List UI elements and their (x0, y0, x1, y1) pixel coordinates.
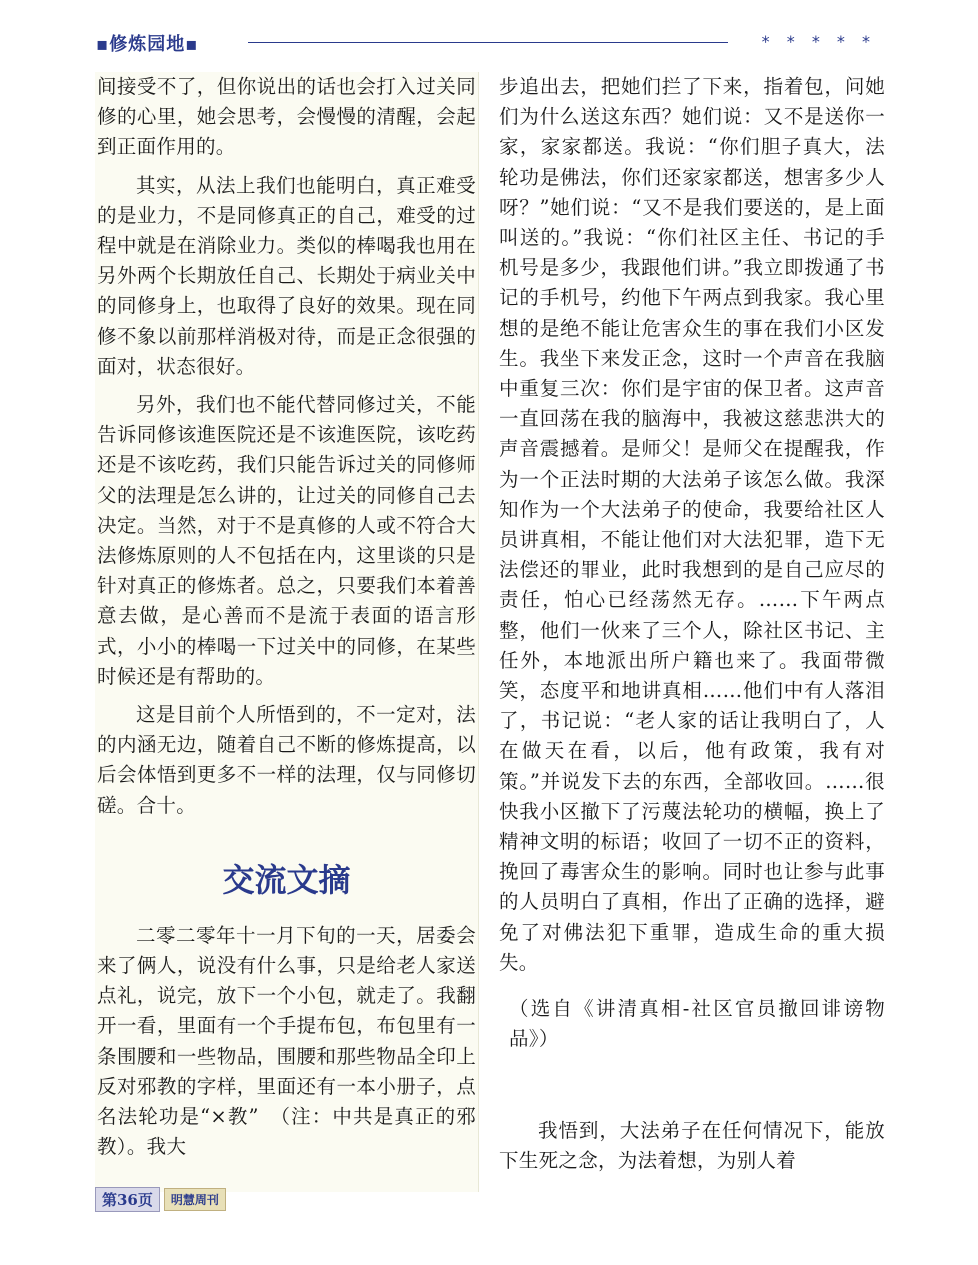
right-column (499, 72, 885, 1202)
header-divider (248, 42, 728, 43)
paragraph: 间接受不了，但你说出的话也会打入过关同修的心里，她会思考，会慢慢的清醒，会起到正面作用的。 (97, 75, 476, 159)
paragraph: 我悟到，大法弟子在任何情况下，能放下生死之念，为法着想，为别人着 (499, 1119, 885, 1173)
paragraph: 二零二零年十一月下旬的一天，居委会来了俩人，说没有什么事，只是给老人家送点礼，说完，放下一个小包，就走了。我翻开一看，里面有一个手提布包，布包里有一条围腰和一些物品，围腰和那些物品全印上反对邪教的字样，里面还有一本小册子，点名法轮功是“×教” （注：中共是真正的邪教）。我大 (97, 923, 476, 1159)
section-title: 交流文摘 (222, 860, 351, 899)
section-tag: ▪修炼园地▪ (96, 34, 199, 55)
source-citation: （选自《讲清真相-社区官员撤回诽谤物品》） (509, 997, 885, 1051)
page-number: 第36页 (95, 1187, 160, 1212)
header-stars: * * * * * (761, 32, 876, 51)
paragraph: 另外，我们也不能代替同修过关，不能告诉同修该進医院还是不该進医院，该吃药还是不该吃药，我们只能告诉过关的同修师父的法理是怎么讲的，让过关的同修自己去决定。当然，对于不是真修的人或不符合大法修炼原则的人不包括在内，这里谈的只是针对真正的修炼者。总之，只要我们本着善意去做，是心善而不是流于表面的语言形式，小小的棒喝一下过关中的同修，在某些时候还是有帮助的。 (97, 393, 476, 688)
page-footer (95, 1188, 226, 1210)
page-header (96, 30, 886, 56)
publication-name: 明慧周刊 (164, 1188, 226, 1211)
paragraph: 其实，从法上我们也能明白，真正难受的是业力，不是同修真正的自己，难受的过程中就是在消除业力。类似的棒喝我也用在另外两个长期放任自己、长期处于病业关中的同修身上，也取得了良好的效果。现在同修不象以前那样消极对待，而是正念很强的面对，状态很好。 (97, 173, 476, 378)
paragraph: 步追出去，把她们拦了下来，指着包，问她们为什么送这东西？她们说：又不是送你一家，家家都送。我说：“你们胆子真大，法轮功是佛法，你们还家家都送，想害多少人呀？”她们说：“又不是我们要送的，是上面叫送的。”我说：“你们社区主任、书记的手机号是多少，我跟他们讲。”我立即拨通了书记的手机号，约他下午两点到我家。我心里想的是绝不能让危害众生的事在我们小区发生。我坐下来发正念，这时一个声音在我脑中重复三次：你们是宇宙的保卫者。这声音一直回荡在我的脑海中，我被这慈悲洪大的声音震撼着。是师父！是师父在提醒我，作为一个正法时期的大法弟子该怎么做。我深知作为一个大法弟子的使命，我要给社区人员讲真相，不能让他们对大法犯罪，造下无法偿还的罪业，此时我想到的是自己应尽的责任，怕心已经荡然无存。……下午两点整，他们一伙来了三个人，除社区书记、主任外，本地派出所户籍也来了。我面带微笑，态度平和地讲真相……他们中有人落泪了，书记说：“老人家的话让我明白了，人在做天在看，以后，他有政策，我有对策。”并说发下去的东西，全部收回。……很快我小区撤下了污蔑法轮功的横幅，换上了精神文明的标语；收回了一切不正的资料，挽回了毒害众生的影响。同时也让参与此事的人员明白了真相，作出了正确的选择，避免了对佛法犯下重罪，造成生命的重大损失。 (499, 75, 885, 974)
paragraph: 这是目前个人所悟到的，不一定对，法的内涵无边，随着自己不断的修炼提高，以后会体悟到更多不一样的法理，仅与同修切磋。合十。 (97, 703, 476, 817)
left-column (95, 72, 479, 1192)
spacer (499, 1054, 885, 1116)
